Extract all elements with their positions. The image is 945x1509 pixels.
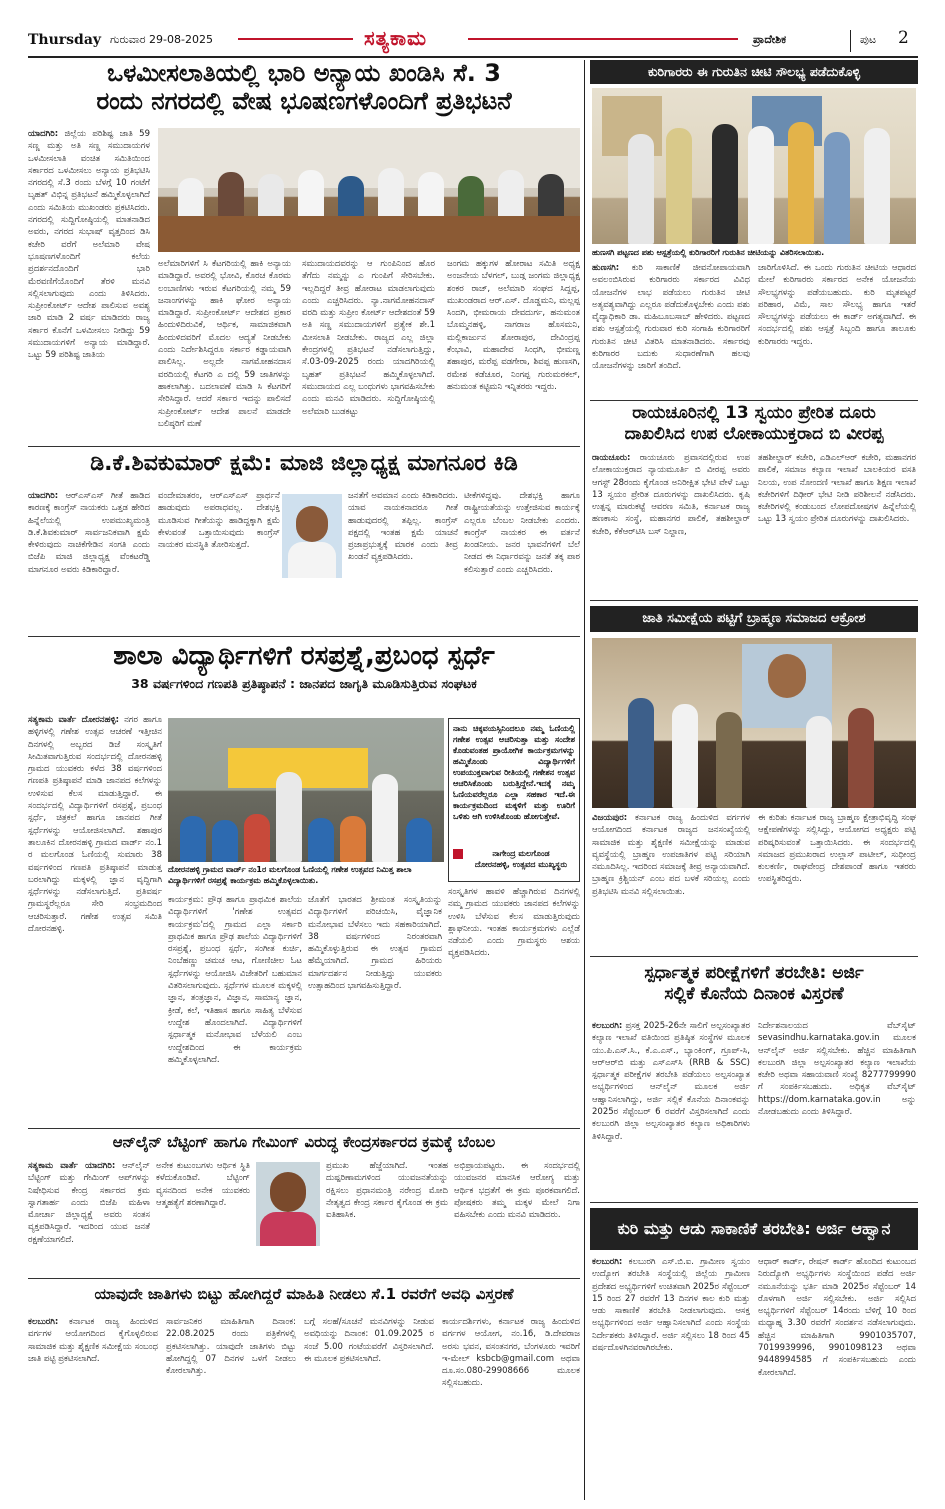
story-quiz xyxy=(28,642,580,690)
photo-portrait-face xyxy=(768,654,806,698)
divider xyxy=(590,1202,918,1203)
photo-person xyxy=(212,820,238,862)
masthead-rule-left xyxy=(238,38,353,40)
photo-person xyxy=(308,818,334,862)
story-betting xyxy=(28,1134,580,1151)
header-day: Thursday xyxy=(28,32,102,48)
photo-person xyxy=(712,124,738,244)
photo-person xyxy=(848,708,874,808)
story-dks-col2: ವಂದೇಮಾತರಂ, ಆರ್‌ಎಸ್‌ಎಸ್ ಪ್ರಾರ್ಥನೆ ಹಾಡುವುದು ಅಪರಾಧವಲ್ಲ. ದೇಶಭಕ್ತಿ ಮೂಡಿಸುವ ಗೀತೆಯನ್ನು ಹಾಡಿದ್ದಕ್ಕಾಗಿ ಕ್ಷಮೆ ಕೇಳುವಂತೆ ಒತ್ತಾಯಿಸುವುದು ಕಾಂಗ್ರೆಸ್ ನಾಯಕರ ಮನಸ್ಥಿತಿ ತೋರಿಸುತ್ತದೆ. xyxy=(158,491,280,551)
photo-person xyxy=(788,122,814,244)
story-protest-headline-2: ರಂದು ನಗರದಲ್ಲಿ ವೇಷ ಭೂಷಣಗಳೊಂದಿಗೆ ಪ್ರತಿಭಟನೆ xyxy=(96,87,512,116)
photo-person xyxy=(372,774,398,862)
story-idcard-col2: ಜಾರಿಗೊಳಿಸಿದೆ. ಈ ಒಂದು ಗುರುತಿನ ಚೀಟಿಯ ಆಧಾರದ ಮೇಲೆ ಕುರಿಗಾರರು ಸರ್ಕಾರದ ಅನೇಕ ಯೋಜನೆಯ ಸೌಲಭ್ಯಗಳನ್ನು ಪಡೆಯಬಹುದು. ಕುರಿ ಮೃತಪಟ್ಟರೆ ಪರಿಹಾರ, ವಿಮೆ, ಸಾಲ ಸೌಲಭ್ಯ ಹಾಗೂ ಇತರೆ ಸೌಲಭ್ಯಗಳನ್ನು ಪಡೆಯಲು ಈ ಕಾರ್ಡ್ ಅಗತ್ಯವಾಗಿದೆ. ಈ ಸಂದರ್ಭದಲ್ಲಿ ಪಶು ಆಸ್ಪತ್ರೆ ಸಿಬ್ಬಂದಿ ಹಾಗೂ ತಾಲೂಕು ಕುರಿಗಾರರು ಇದ್ದರು. xyxy=(758,263,916,347)
story-coaching-col1 xyxy=(592,1020,750,1196)
story-dks-text-1: ಆರ್‌ಎಸ್‌ಎಸ್ ಗೀತೆ ಹಾಡಿದ ಕಾರಣಕ್ಕೆ ಕಾಂಗ್ರೆಸ್ ನಾಯಕರು ಒತ್ತಡ ಹೇರಿದ ಹಿನ್ನೆಲೆಯಲ್ಲಿ ಉಪಮುಖ್ಯಮಂತ್ರಿ ಡಿ.ಕೆ.ಶಿವಕುಮಾರ್ ಸಾರ್ವಜನಿಕವಾಗಿ ಕ್ಷಮೆ ಕೇಳಿರುವುದು ನಾಚಿಕೆಗೇಡಿನ ಸಂಗತಿ ಎಂದು ಬಿಜೆಪಿ ಮಾಜಿ ಜಿಲ್ಲಾಧ್ಯಕ್ಷ ವೆಂಕಟರೆಡ್ಡಿ ಮಾಗನೂರ ಅವರು ಕಿಡಿಕಾರಿದ್ದಾರೆ. xyxy=(28,491,150,575)
story-lokayukta-col2: ತಹಶೀಲ್ದಾರ್ ಕಚೇರಿ, ಎಡಿಎಲ್‌ಆರ್ ಕಚೇರಿ, ಮಹಾನಗರ ಪಾಲಿಕೆ, ಸಮಾಜ ಕಲ್ಯಾಣ ಇಲಾಖೆ ಬಾಲಕಿಯರ ವಸತಿ ನಿಲಯ, ಉಪ ನೋಂದಣಿ ಇಲಾಖೆ ಹಾಗೂ ಶಿಕ್ಷಣ ಇಲಾಖೆ ಕಚೇರಿಗಳಿಗೆ ದಿಢೀರ್ ಭೇಟಿ ನೀಡಿ ಪರಿಶೀಲನೆ ನಡೆಸಿದರು. ಕಚೇರಿಗಳಲ್ಲಿ ಕಂಡುಬಂದ ಲೋಪದೋಷಗಳ ಹಿನ್ನೆಲೆಯಲ್ಲಿ ಒಟ್ಟು 13 ಸ್ವಯಂ ಪ್ರೇರಿತ ದೂರುಗಳನ್ನು ದಾಖಲಿಸಿದರು. xyxy=(758,453,916,525)
masthead: ಸತ್ಯಕಾಮ xyxy=(364,26,428,50)
story-protest-col1 xyxy=(28,128,150,442)
portrait-face xyxy=(296,506,328,542)
story-brahmin-banner xyxy=(590,606,918,632)
story-protest-col2: ಅಲೆಮಾರಿಗಳಿಗೆ ಸಿ ಕೆಟಗರಿಯಲ್ಲಿ ಹಾಕಿ ಅನ್ಯಾಯ ಮಾಡಿದ್ದಾರೆ. ಅವರಲ್ಲಿ ಭೋವಿ, ಕೊರಚ ಕೊರಮ ಲಂಬಾಣಿಗಳು ಇರುವ ಕೆಟಗರಿಯಲ್ಲಿ ನಮ್ಮ 59 ಜನಾಂಗಗಳನ್ನು ಹಾಕಿ ಘೋರ ಅನ್ಯಾಯ ಮಾಡಿದ್ದಾರೆ. ಸುಪ್ರೀಂಕೋರ್ಟ್ ಆದೇಶದ ಪ್ರಕಾರ ಹಿಂದುಳಿದಿರುವಿಕೆ, ಆರ್ಥಿಕ, ಸಾಮಾಜಿಕವಾಗಿ ಹಿಂದುಳಿದವರಿಗೆ ಮೊದಲ ಆದ್ಯತೆ ನೀಡಬೇಕು ಎಂದು ನಿರ್ದೇಶಿಸಿದ್ದರೂ ಸರ್ಕಾರ ಕಡ್ಡಾಯವಾಗಿ ಪಾಲಿಸಿಲ್ಲ. ಅಲ್ಲದೇ ನಾಗಮೋಹನದಾಸ ವರದಿಯಲ್ಲಿ ಕೆಟಗರಿ ಎ ದಲ್ಲಿ 59 ಜಾತಿಗಳನ್ನು ಹಾಕಲಾಗಿತ್ತು. ಬದಲಾವಣೆ ಮಾಡಿ ಸಿ ಕೆಟಗರಿಗೆ ಸೇರಿಸಿದ್ದಾರೆ. ಆದರೆ ಸರ್ಕಾರ ಇದನ್ನು ಪಾಲಿಸದೆ ಸುಪ್ರೀಂಕೋರ್ಟ್ ಆದೇಶ ಪಾಲನೆ ಮಾಡದೇ ಬಲಿಷ್ಠರಿಗೆ ಮಣೆ xyxy=(158,259,291,429)
story-protest-headline-1: ಒಳಮೀಸಲಾತಿಯಲ್ಲಿ ಭಾರಿ ಅನ್ಯಾಯ ಖಂಡಿಸಿ ಸೆ. 3 xyxy=(107,59,501,87)
story-dks-col3: ಜನತೆಗೆ ಅವಮಾನ ಎಂದು ಕಿಡಿಕಾರಿದರು. ಯಾವ ನಾಯಕನಾದರೂ ಗೀತೆ ಹಾಡುವುದರಲ್ಲಿ ತಪ್ಪಿಲ್ಲ. ಕಾಂಗ್ರೆಸ್ ಪಕ್ಷದಲ್ಲಿ ಇಂತಹ ಕ್ಷಮೆ ಯಾಚನೆ ಪ್ರಜಾಪ್ರಭುತ್ವಕ್ಕೆ ಮಾರಕ ಎಂದು ತೀವ್ರ ಖಂಡನೆ ವ್ಯಕ್ತಪಡಿಸಿದರು. xyxy=(348,491,458,563)
story-brahmin-col2: ಈ ಕುರಿತು ಕರ್ನಾಟಕ ರಾಜ್ಯ ಬ್ರಾಹ್ಮಣ ಕ್ಷೇತ್ರಾಭಿವೃದ್ಧಿ ಸಂಘ ಆಕ್ಷೇಪಣೆಗಳನ್ನು ಸಲ್ಲಿಸಿದ್ದು, ಆಯೋಗದ ಅಧ್ಯಕ್ಷರು ಪಟ್ಟಿ ಪರಿಷ್ಕರಿಸುವಂತೆ ಒತ್ತಾಯಿಸಿದರು. ಈ ಸಂದರ್ಭದಲ್ಲಿ ಸಮಾಜದ ಪ್ರಮುಖರಾದ ಉಲ್ಲಾಸ್ ಪಾಟೀಲ್, ಸುಧೀಂದ್ರ ಕುಲಕರ್ಣಿ, ರಾಘವೇಂದ್ರ ದೇಶಪಾಂಡೆ ಹಾಗೂ ಇತರರು ಉಪಸ್ಥಿತರಿದ್ದರು. xyxy=(758,813,916,885)
idcard-photo xyxy=(592,88,916,244)
quote-place: ದೋರನಹಳ್ಳಿ, ಉತ್ಸವದ ಮುಖ್ಯಸ್ಥರು xyxy=(474,860,568,869)
story-quiz-headline: ಶಾಲಾ ವಿದ್ಯಾರ್ಥಿಗಳಿಗೆ ರಸಪ್ರಶ್ನೆ,ಪ್ರಬಂಧ ಸ್ಪರ್ಧೆ xyxy=(113,641,495,671)
story-protest-col3: ಸಮುದಾಯದವರನ್ನು ಆ ಗುಂಪಿನಿಂದ ಹೊರ ತೆಗೆದು ನಮ್ಮನ್ನು ಎ ಗುಂಪಿಗೆ ಸೇರಿಸಬೇಕು. ಇಲ್ಲದಿದ್ದರೆ ತೀವ್ರ ಹೋರಾಟ ಮಾಡಲಾಗುವುದು ಎಂದು ಎಚ್ಚರಿಸಿದರು. ನ್ಯಾ.ನಾಗಮೋಹನದಾಸ್ ವರದಿ ಮತ್ತು ಸುಪ್ರೀಂ ಕೋರ್ಟ್ ಆದೇಶದಂತೆ 59 ಅತಿ ಸಣ್ಣ ಸಮುದಾಯಗಳಿಗೆ ಪ್ರತ್ಯೇಕ ಶೇ.1 ಮೀಸಲಾತಿ ನೀಡಬೇಕು. ರಾಜ್ಯದ ಎಲ್ಲ ಜಿಲ್ಲಾ ಕೇಂದ್ರಗಳಲ್ಲಿ ಪ್ರತಿಭಟನೆ ನಡೆಸಲಾಗುತ್ತಿದ್ದು, ಸೆ.03-09-2025 ರಂದು ಯಾದಗಿರಿಯಲ್ಲಿ ಬೃಹತ್ ಪ್ರತಿಭಟನೆ ಹಮ್ಮಿಕೊಳ್ಳಲಾಗಿದೆ. ಸಮುದಾಯದ ಎಲ್ಲ ಬಂಧುಗಳು ಭಾಗವಹಿಸಬೇಕು ಎಂದು ಮನವಿ ಮಾಡಿದರು. ಸುದ್ದಿಗೋಷ್ಠಿಯಲ್ಲಿ ಅಲೆಮಾರಿ ಬುಡಕಟ್ಟು xyxy=(302,259,435,417)
divider xyxy=(590,400,918,401)
story-caste-col2: ಸಾರ್ವಜನಿಕರ ಮಾಹಿತಿಗಾಗಿ ದಿನಾಂಕ: 22.08.2025 ರಂದು ಪತ್ರಿಕೆಗಳಲ್ಲಿ ಪ್ರಕಟಿಸಲಾಗಿತ್ತು. ಯಾವುದೇ ಜಾತಿಗಳು ಬಿಟ್ಟು ಹೋಗಿದ್ದಲ್ಲಿ 07 ದಿನಗಳ ಒಳಗೆ ನೀಡಲು ಕೋರಲಾಗಿತ್ತು. xyxy=(166,1317,296,1377)
story-protest-dateline: ಯಾದಗಿರಿ: xyxy=(28,129,59,139)
story-caste-text-1: ಕರ್ನಾಟಕ ರಾಜ್ಯ ಹಿಂದುಳಿದ ವರ್ಗಗಳ ಆಯೋಗದಿಂದ ಕೈಗೊಳ್ಳಲಿರುವ ಸಾಮಾಜಿಕ ಮತ್ತು ಶೈಕ್ಷಣಿಕ ಸಮೀಕ್ಷೆಯ ಸಂಬಂಧ ಜಾತಿ ಪಟ್ಟಿ ಪ್ರಕಟಿಸಲಾಗಿದೆ. xyxy=(28,1317,158,1364)
quiz-event-photo xyxy=(168,718,444,862)
story-quiz-col4: ಸಂಸ್ಕೃತಿಗಳ ಹಾವಳಿ ಹೆಚ್ಚಾಗಿರುವ ದಿನಗಳಲ್ಲಿ ನಮ್ಮ ಗ್ರಾಮದ ಯುವಕರು ಜಾನಪದ ಕಲೆಗಳನ್ನು ಉಳಿಸಿ ಬೆಳೆಸುವ ಕೆಲಸ ಮಾಡುತ್ತಿರುವುದು ಶ್ಲಾಘನೀಯ. ಇಂತಹ ಕಾರ್ಯಕ್ರಮಗಳು ಎಲ್ಲೆಡೆ ನಡೆಯಲಿ ಎಂದು ಗ್ರಾಮಸ್ಥರು ಆಶಯ ವ್ಯಕ್ತಪಡಿಸಿದರು. xyxy=(448,887,580,959)
quiz-caption: ದೋರನಹಳ್ಳಿ ಗ್ರಾಮದ ವಾರ್ಡ್ ನಂ1ರ ಮಲಗೊಂಡ ಓಣಿಯಲ್ಲಿ ಗಣೇಶ ಉತ್ಸವದ ನಿಮಿತ್ತ ಶಾಲಾ ವಿದ್ಯಾರ್ಥಿಗಳಿಗೆ ರಸಪ್ರಶ್ನೆ ಕಾರ್ಯಕ್ರಮ ಹಮ್ಮಿಕೊಳ್ಳಲಾಯಿತು. xyxy=(168,865,412,885)
column-divider xyxy=(584,60,585,1500)
header-date: ಗುರುವಾರ 29-08-2025 xyxy=(110,33,213,46)
photo-person xyxy=(672,704,698,808)
story-coaching-dateline: ಕಲಬುರಗಿ: xyxy=(592,1021,623,1031)
divider xyxy=(28,636,580,637)
portrait-face xyxy=(270,1172,306,1212)
quote-author: ನಾಗೇಂದ್ರ ಮಲಗೊಂಡ xyxy=(492,849,550,858)
magnoor-portrait xyxy=(282,494,342,578)
story-dks-dateline: ಯಾದಗಿರಿ: xyxy=(28,491,59,501)
story-caste-col3: ಬಗ್ಗೆ ಸಲಹೆ/ಸೂಚನೆ ಮನವಿಗಳನ್ನು ನೀಡುವ ಅವಧಿಯನ್ನು ದಿನಾಂಕ: 01.09.2025 ರ ಸಂಜೆ 5.00 ಗಂಟೆಯವರೆಗೆ ವಿಸ್ತರಿಸಲಾಗಿದೆ. ಈ ಮೂಲಕ ಪ್ರಕಟಿಸಲಾಗಿದೆ. xyxy=(304,1317,434,1364)
story-idcard-text-1: ಕುರಿ ಸಾಕಾಣಿಕೆ ಜೀವನೋಪಾಯವಾಗಿ ಅವಲಂಬಿಸಿರುವ ಕುರಿಗಾರರು ಸರ್ಕಾರದ ವಿವಿಧ ಯೋಜನೆಗಳ ಲಾಭ ಪಡೆಯಲು ಗುರುತಿನ ಚೀಟಿ ಅತ್ಯವಶ್ಯವಾಗಿದ್ದು ಎಲ್ಲರೂ ಪಡೆದುಕೊಳ್ಳಬೇಕು ಎಂದು ಪಶು ವೈದ್ಯಾಧಿಕಾರಿ ಡಾ. ಮಹಿಬೂಬಸಾಬ್ ಹೇಳಿದರು. ಪಟ್ಟಣದ ಪಶು ಆಸ್ಪತ್ರೆಯಲ್ಲಿ ಗುರುವಾರ ಕುರಿ ಸಂಗಾಹಿ ಕುರಿಗಾರರಿಗೆ ಗುರುತಿನ ಚೀಟಿ ವಿತರಿಸಿ ಮಾತನಾಡಿದರು. ಸರ್ಕಾರವು ಕುರಿಗಾರರ ಬದುಕು ಸುಧಾರಣೆಗಾಗಿ ಹಲವು ಯೋಜನೆಗಳನ್ನು ಜಾರಿಗೆ ತಂದಿದೆ. xyxy=(592,263,750,372)
quote-marker-icon xyxy=(453,849,463,859)
story-brahmin-dateline: ವಿಜಯಪುರ: xyxy=(592,813,628,823)
story-coaching-col2: ನಿರ್ದೇಶನಾಲಯದ ವೆಬ್‌ಸೈಟ್ sevasindhu.karnataka.gov.in ಮೂಲಕ ಆನ್‌ಲೈನ್ ಅರ್ಜಿ ಸಲ್ಲಿಸಬೇಕು. ಹೆಚ್ಚಿನ ಮಾಹಿತಿಗಾಗಿ ಕಲಬುರಗಿ ಜಿಲ್ಲಾ ಅಲ್ಪಸಂಖ್ಯಾತರ ಕಲ್ಯಾಣ ಇಲಾಖೆಯ ಕಚೇರಿ ಅಥವಾ ಸಹಾಯವಾಣಿ ಸಂಖ್ಯೆ 8277799990 ಗೆ ಸಂಪರ್ಕಿಸಬಹುದು. ಅಧಿಕೃತ ವೆಬ್‌ಸೈಟ್ https://dom.karnataka.gov.in ಅನ್ನು ನೋಡಬಹುದು ಎಂದು ತಿಳಿಸಿದ್ದಾರೆ. xyxy=(758,1021,916,1118)
story-dks-col1 xyxy=(28,490,150,630)
story-coaching-headline-2: ಸಲ್ಲಿಕೆ ಕೊನೆಯ ದಿನಾಂಕ ವಿಸ್ತರಣೆ xyxy=(664,983,844,1004)
story-lokayukta-dateline: ರಾಯಚೂರು: xyxy=(592,453,631,463)
story-lokayukta-text-1: ರಾಯಚೂರು ಪ್ರವಾಸದಲ್ಲಿರುವ ಉಪ ಲೋಕಾಯುಕ್ತರಾದ ನ್ಯಾಯಮೂರ್ತಿ ಬಿ ವೀರಪ್ಪ ಅವರು ಆಗಸ್ಟ್ 28ರಂದು ಕೈಗೊಂಡ ಅನಿರೀಕ್ಷಿತ ಭೇಟಿ ವೇಳೆ ಒಟ್ಟು 13 ಸ್ವಯಂ ಪ್ರೇರಿತ ದೂರುಗಳನ್ನು ದಾಖಲಿಸಿದರು. ಕೃಷಿ ಉತ್ಪನ್ನ ಮಾರುಕಟ್ಟೆ ಆವರಣ ಸಮಿತಿ, ಕರ್ನಾಟಕ ರಾಜ್ಯ ಹಣಕಾಸು ಸಂಸ್ಥೆ, ಮಹಾನಗರ ಪಾಲಿಕೆ, ತಹಶೀಲ್ದಾರ್ ಕಚೇರಿ, ಕೆಕೆಆರ್‌ಟಿಸಿ ಬಸ್ ನಿಲ್ದಾಣ, xyxy=(592,453,750,537)
story-quiz-dateline: ಸತ್ಯಕಾಮ ವಾರ್ತೆ ದೋರನಹಳ್ಳಿ: xyxy=(28,715,119,725)
divider xyxy=(590,600,918,601)
story-caste xyxy=(28,1286,580,1303)
photo-person xyxy=(276,772,302,862)
page-number: 2 xyxy=(898,28,909,48)
story-idcard-dateline: ಹುಣಸಗಿ: xyxy=(592,263,620,273)
divider xyxy=(590,956,918,957)
brahmin-memo-photo xyxy=(592,638,916,808)
story-sheep-banner xyxy=(590,1208,918,1250)
divider xyxy=(28,1278,580,1279)
story-idcard-col1 xyxy=(592,262,750,396)
story-coaching-text-1: ಪ್ರಸಕ್ತ 2025-26ನೇ ಸಾಲಿಗೆ ಅಲ್ಪಸಂಖ್ಯಾತರ ಕಲ್ಯಾಣ ಇಲಾಖೆ ವತಿಯಿಂದ ಪ್ರತಿಷ್ಠಿತ ಸಂಸ್ಥೆಗಳ ಮೂಲಕ ಯು.ಪಿ.ಎಸ್.ಸಿ., ಕೆ.ಎ.ಎಸ್., ಬ್ಯಾಂಕಿಂಗ್, ಗ್ರೂಪ್-ಸಿ, ಆರ್‌ಆರ್‌ಬಿ ಮತ್ತು ಎಸ್‌ಎಸ್‌ಸಿ (RRB & SSC) ಸ್ಪರ್ಧಾತ್ಮಕ ಪರೀಕ್ಷೆಗಳ ತರಬೇತಿ ಪಡೆಯಲು ಅಲ್ಪಸಂಖ್ಯಾತ ಅಭ್ಯರ್ಥಿಗಳಿಂದ ಆನ್‌ಲೈನ್ ಮೂಲಕ ಅರ್ಜಿ ಆಹ್ವಾನಿಸಲಾಗಿದ್ದು, ಅರ್ಜಿ ಸಲ್ಲಿಕೆ ಕೊನೆಯ ದಿನಾಂಕವನ್ನು 2025ರ ಸೆಪ್ಟೆಂಬರ್ 6 ರವರೆಗೆ ವಿಸ್ತರಿಸಲಾಗಿದೆ ಎಂದು ಕಲಬುರಗಿ ಜಿಲ್ಲಾ ಅಲ್ಪಸಂಖ್ಯಾತರ ಕಲ್ಯಾಣ ಅಧಿಕಾರಿಗಳು ತಿಳಿಸಿದ್ದಾರೆ. xyxy=(592,1021,750,1142)
story-quiz-col2: ಕಾರ್ಯಕ್ರಮ: ಪ್ರೌಢ ಹಾಗೂ ಪ್ರಾಥಮಿಕ ಶಾಲೆಯ ವಿದ್ಯಾರ್ಥಿಗಳಿಗೆ 'ಗಣೇಶ ಉತ್ಸವದ ಕಾರ್ಯಕ್ರಮ'ದಲ್ಲಿ ಗ್ರಾಮದ ಎಲ್ಲಾ ಸರ್ಕಾರಿ ಪ್ರಾಥಮಿಕ ಹಾಗೂ ಪ್ರೌಢ ಶಾಲೆಯ ವಿದ್ಯಾರ್ಥಿಗಳಿಗೆ ರಸಪ್ರಶ್ನೆ, ಪ್ರಬಂಧ ಸ್ಪರ್ಧೆ, ಸಂಗೀತ ಕುರ್ಚಿ, ನಿಂಬೆಹಣ್ಣು ಚಮಚ ಆಟ, ಗೋಣಿಚೀಲ ಓಟ ಸ್ಪರ್ಧೆಗಳನ್ನು ಆಯೋಜಿಸಿ ವಿಜೇತರಿಗೆ ಬಹುಮಾನ ವಿತರಿಸಲಾಗುವುದು. ಸ್ಪರ್ಧೆಗಳ ಮೂಲಕ ಮಕ್ಕಳಲ್ಲಿ ಜ್ಞಾನ, ತಂತ್ರಜ್ಞಾನ, ವಿಜ್ಞಾನ, ಸಾಮಾನ್ಯ ಜ್ಞಾನ, ಕ್ರೀಡೆ, ಕಲೆ, ಇತಿಹಾಸ ಹಾಗೂ ಸಾಹಿತ್ಯ ಬೆಳೆಸುವ ಉದ್ದೇಶ ಹೊಂದಲಾಗಿದೆ. ವಿದ್ಯಾರ್ಥಿಗಳಿಗೆ ಸ್ಪರ್ಧಾತ್ಮಕ ಮನೋಭಾವ ಬೆಳೆಯಲಿ ಎಂಬ ಉದ್ದೇಶದಿಂದ ಈ ಕಾರ್ಯಕ್ರಮ ಹಮ್ಮಿಕೊಳ್ಳಲಾಗಿದೆ. xyxy=(168,895,302,1065)
story-sheep-text-1: ಕಲಬುರಗಿ ಎಸ್.ಬಿ.ಐ. ಗ್ರಾಮೀಣ ಸ್ವಯಂ ಉದ್ಯೋಗ ತರಬೇತಿ ಸಂಸ್ಥೆಯಲ್ಲಿ ಜಿಲ್ಲೆಯ ಗ್ರಾಮೀಣ ಪ್ರದೇಶದ ಅಭ್ಯರ್ಥಿಗಳಿಗೆ ಉಚಿತವಾಗಿ 2025ರ ಸೆಪ್ಟೆಂಬರ್ 15 ರಿಂದ 27 ರವರೆಗೆ 13 ದಿನಗಳ ಕಾಲ ಕುರಿ ಮತ್ತು ಆಡು ಸಾಕಾಣಿಕೆ ತರಬೇತಿ ನೀಡಲಾಗುವುದು. ಆಸಕ್ತ ಅಭ್ಯರ್ಥಿಗಳಿಂದ ಅರ್ಜಿ ಆಹ್ವಾನಿಸಲಾಗಿದೆ ಎಂದು ಸಂಸ್ಥೆಯ ನಿರ್ದೇಶಕರು ತಿಳಿಸಿದ್ದಾರೆ. ಅರ್ಜಿ ಸಲ್ಲಿಸಲು 18 ರಿಂದ 45 ವರ್ಷದೊಳಗಿನವರಾಗಿರಬೇಕು. xyxy=(592,1257,750,1354)
photo-person xyxy=(406,818,432,862)
idcard-caption: ಹುಣಸಗಿ ಪಟ್ಟಣದ ಪಶು ಆಸ್ಪತ್ರೆಯಲ್ಲಿ ಕುರಿಗಾರರಿಗೆ ಗುರುತಿನ ಚೀಟಿಯನ್ನು ವಿತರಿಸಲಾಯಿತು. xyxy=(592,248,825,257)
divider xyxy=(28,446,580,447)
story-idcard-headline: ಕುರಿಗಾರರು ಈ ಗುರುತಿನ ಚೀಟಿ ಸೌಲಭ್ಯ ಪಡೆದುಕೊಳ್ಳಿ xyxy=(647,64,861,79)
page-label: ಪುಟ xyxy=(860,33,877,46)
story-sheep-col2: ಆಧಾರ್ ಕಾರ್ಡ್, ರೇಷನ್ ಕಾರ್ಡ್ ಹೊಂದಿದ ಕುಟುಂಬದ ನಿರುದ್ಯೋಗಿ ಅಭ್ಯರ್ಥಿಗಳು ಸಂಸ್ಥೆಯಿಂದ ಪಡೆದ ಅರ್ಜಿ ನಮೂನೆಯನ್ನು ಭರ್ತಿ ಮಾಡಿ 2025ರ ಸೆಪ್ಟೆಂಬರ್ 14 ರೊಳಗಾಗಿ ಅರ್ಜಿ ಸಲ್ಲಿಸಬೇಕು. ಅರ್ಜಿ ಸಲ್ಲಿಸಿದ ಅಭ್ಯರ್ಥಿಗಳಿಗೆ ಸೆಪ್ಟೆಂಬರ್ 14ರಂದು ಬೆಳಿಗ್ಗೆ 10 ರಿಂದ ಮಧ್ಯಾಹ್ನ 3.30 ರವರೆಗೆ ಸಂದರ್ಶನ ನಡೆಸಲಾಗುವುದು. ಹೆಚ್ಚಿನ ಮಾಹಿತಿಗಾಗಿ 9901035707, 7019939996, 9901098123 ಅಥವಾ 9448994585 ಗೆ ಸಂಪರ್ಕಿಸಬಹುದು ಎಂದು ಕೋರಲಾಗಿದೆ. xyxy=(758,1257,916,1378)
protest-press-photo xyxy=(158,128,580,252)
photo-person xyxy=(244,814,270,862)
story-caste-headline: ಯಾವುದೇ ಜಾತಿಗಳು ಬಿಟ್ಟು ಹೋಗಿದ್ದರೆ ಮಾಹಿತಿ ನೀಡಲು ಸೆ.1 ರವರೆಗೆ ಅವಧಿ ವಿಸ್ತರಣೆ xyxy=(94,1285,514,1303)
quote-text: ನಾನು ಚಿಕ್ಕವಯಸ್ಸಿನಿಂದಲೂ ನಮ್ಮ ಓಣಿಯಲ್ಲಿ ಗಣೇಶ ಉತ್ಸವ ಆಚರಿಸುತ್ತಾ ಮತ್ತು ಸಂದೇಶ ಕೊಡುವಂತಹ ಪ್ರಾಯೋಗಿಕ ಕಾರ್ಯಕ್ರಮಗಳನ್ನು ಹಮ್ಮಿಕೊಂಡು ವಿದ್ಯಾರ್ಥಿಗಳಿಗೆ ಉಪಯುಕ್ತವಾಗುವ ರೀತಿಯಲ್ಲಿ ಗಣೇಶನ ಉತ್ಸವ ಆಚರಿಸಿಕೊಂಡು ಬರುತ್ತಿದ್ದೇನೆ.ಇದಕ್ಕೆ ನಮ್ಮ ಓಣಿಯವರೆಲ್ಲರೂ ಎಲ್ಲಾ ಸಹಕಾರ ಇದೆ.ಈ ಕಾರ್ಯಕ್ರಮದಿಂದ ಮಕ್ಕಳಿಗೆ ಮತ್ತು ಊರಿಗೆ ಒಳಿತು ಆಗಿ ಉಳಿಸಿಕೊಂಡು ಹೋಗುತ್ತೇವೆ. xyxy=(453,724,575,821)
story-caste-dateline: ಕಲಬುರಗಿ: xyxy=(28,1317,59,1327)
section-name: ಪ್ರಾದೇಶಿಕ xyxy=(753,33,787,46)
story-betting-col1 xyxy=(28,1160,150,1270)
photo-person xyxy=(864,128,890,244)
story-brahmin-text-1: ಕರ್ನಾಟಕ ರಾಜ್ಯ ಹಿಂದುಳಿದ ವರ್ಗಗಳ ಆಯೋಗದಿಂದ ಕರ್ನಾಟಕ ರಾಜ್ಯದ ಜನಸಂಖ್ಯೆಯಲ್ಲಿ ಸಾಮಾಜಿಕ ಮತ್ತು ಶೈಕ್ಷಣಿಕ ಸಮೀಕ್ಷೆಯನ್ನು ಮಾಡುವ ವ್ಯವಸ್ಥೆಯಲ್ಲಿ ಬ್ರಾಹ್ಮಣ ಉಪಜಾತಿಗಳ ಪಟ್ಟಿ ಸರಿಯಾಗಿ ನಮೂದಿಸಿಲ್ಲ. ಇದರಿಂದ ಸಮಾಜಕ್ಕೆ ತೀವ್ರ ಅನ್ಯಾಯವಾಗಿದೆ. ಬ್ರಾಹ್ಮಣ ಕ್ರಿಶ್ಚಿಯನ್ ಎಂಬ ಪದ ಬಳಕೆ ಸರಿಯಲ್ಲ ಎಂದು ಪ್ರತಿಭಟಿಸಿ ಮನವಿ ಸಲ್ಲಿಸಲಾಯಿತು. xyxy=(592,813,750,897)
story-dks-col4: ಟೀಕೆಗಳಿದ್ದವು. ದೇಶಭಕ್ತಿ ಹಾಗೂ ರಾಷ್ಟ್ರೀಯತೆಯನ್ನು ಉತ್ತೇಜಿಸುವ ಕಾರ್ಯಕ್ಕೆ ಎಲ್ಲರೂ ಬೆಂಬಲ ನೀಡಬೇಕು ಎಂದರು. ಕಾಂಗ್ರೆಸ್ ನಾಯಕರ ಈ ವರ್ತನೆ ಖಂಡನೀಯ. ಜನರ ಭಾವನೆಗಳಿಗೆ ಬೆಲೆ ನೀಡದ ಈ ನಿರ್ಧಾರವನ್ನು ಜನತೆ ತಕ್ಕ ಪಾಠ ಕಲಿಸುತ್ತಾರೆ ಎಂದು ಎಚ್ಚರಿಸಿದರು. xyxy=(464,491,580,575)
story-betting-col2: ಅನೇಕ ಕುಟುಂಬಗಳು ಆರ್ಥಿಕ ಸ್ಥಿತಿ ಕಳೆದುಕೊಂಡಿವೆ. ಬೆಟ್ಟಿಂಗ್ ವ್ಯಸನದಿಂದ ಅನೇಕ ಯುವಕರು ಆತ್ಮಹತ್ಯೆಗೆ ಶರಣಾಗಿದ್ದಾರೆ. xyxy=(156,1161,250,1208)
photo-person xyxy=(666,128,692,244)
story-protest-text-1: ಜಿಲ್ಲೆಯ ಪರಿಶಿಷ್ಟ ಜಾತಿ 59 ಸಣ್ಣ ಮತ್ತು ಅತಿ ಸಣ್ಣ ಸಮುದಾಯಗಳ ಒಳಮೀಸಲಾತಿ ವಂಚಿತ ಸಮಿತಿಯಿಂದ ಸರ್ಕಾರದ ಒಳಮೀಸಲು ಅನ್ಯಾಯ ಪ್ರತಿಭಟಿಸಿ ನಗರದಲ್ಲಿ ಸೆ.3 ರಂದು ಬೆಳಗ್ಗೆ 10 ಗಂಟೆಗೆ ಬೃಹತ್ ವಿಭಿನ್ನ ಪ್ರತಿಭಟನೆ ಹಮ್ಮಿಕೊಳ್ಳಲಾಗಿದೆ ಎಂದು ಸಮಿತಿಯ ಮುಖಂಡರು ಪ್ರಕಟಿಸಿದರು. ನಗರದಲ್ಲಿ ಸುದ್ದಿಗೋಷ್ಠಿಯಲ್ಲಿ ಮಾತನಾಡಿದ ಅವರು, ನಗರದ ಸುಭಾಷ್ ವೃತ್ತದಿಂದ ಡಿಸಿ ಕಚೇರಿ ವರೆಗೆ ಅಲೆಮಾರಿ ವೇಷ ಭೂಷಣಗಳೊಂದಿಗೆ ಕಲೆಯ ಪ್ರದರ್ಶನದೊಂದಿಗೆ ಭಾರಿ ಮೆರವಣಿಗೆಯೊಂದಿಗೆ ತೆರಳಿ ಮನವಿ ಸಲ್ಲಿಸಲಾಗುವುದು ಎಂದು ತಿಳಿಸಿದರು. ಸುಪ್ರೀಂಕೋರ್ಟ್ ಆದೇಶ ಪಾಲಿಸುವ ಅವಶ್ಯ ಜಾರಿ ಮಾಡಿ 2 ವರ್ಷ ಮಾಡಿದರು ರಾಜ್ಯ ಸರ್ಕಾರ ಕೊನೆಗೆ ಒಳಮೀಸಲು ನೀಡಿದ್ದು 59 ಸಮುದಾಯಗಳಿಗೆ ಅನ್ಯಾಯ ಮಾಡಿದ್ದಾರೆ. ಒಟ್ಟು 59 ಪರಿಶಿಷ್ಟ ಜಾತಿಯ xyxy=(28,129,150,361)
photo-person xyxy=(340,816,366,862)
story-caste-col4: ಕಾರ್ಯದರ್ಶಿಗಳು, ಕರ್ನಾಟಕ ರಾಜ್ಯ ಹಿಂದುಳಿದ ವರ್ಗಗಳ ಆಯೋಗ, ನಂ.16, ಡಿ.ದೇವರಾಜ ಅರಸು ಭವನ, ವಸಂತನಗರ, ಬೆಂಗಳೂರು ಇವರಿಗೆ ಇ-ಮೇಲ್ ksbcb@gmail.com ಅಥವಾ ದೂ.ಸಂ.080-29908666 ಮೂಲಕ ಸಲ್ಲಿಸಬಹುದು. xyxy=(442,1317,580,1389)
portrait-saree xyxy=(260,1212,316,1246)
story-quiz-subhead: 38 ವರ್ಷಗಳಿಂದ ಗಣಪತಿ ಪ್ರತಿಷ್ಠಾಪನೆ : ಜಾನಪದ ಜಾಗೃತಿ ಮೂಡಿಸುತ್ತಿರುವ ಸಂಘಟಕ xyxy=(131,675,477,691)
photo-person xyxy=(180,816,206,862)
story-coaching-headline-1: ಸ್ಪರ್ಧಾತ್ಮಕ ಪರೀಕ್ಷೆಗಳಿಗೆ ತರಬೇತಿ: ಅರ್ಜಿ xyxy=(644,963,864,983)
story-lokayukta xyxy=(590,404,918,443)
story-betting-text-1: ಆನ್‌ಲೈನ್ ಬೆಟ್ಟಿಂಗ್ ಮತ್ತು ಗೇಮಿಂಗ್ ಆಪ್‌ಗಳನ್ನು ನಿಷೇಧಿಸುವ ಕೇಂದ್ರ ಸರ್ಕಾರದ ಕ್ರಮ ಸ್ವಾಗತಾರ್ಹ ಎಂದು ಬಿಜೆಪಿ ಮಹಿಳಾ ಮೋರ್ಚಾ ಜಿಲ್ಲಾಧ್ಯಕ್ಷೆ ಅವರು ಸಂತಸ ವ್ಯಕ್ತಪಡಿಸಿದ್ದಾರೆ. ಇದರಿಂದ ಯುವ ಜನತೆ ರಕ್ಷಣೆಯಾಗಲಿದೆ. xyxy=(28,1161,150,1245)
photo-person xyxy=(824,132,850,244)
photo-table xyxy=(158,216,580,252)
story-quiz-col1 xyxy=(28,714,162,1124)
page-header xyxy=(28,28,918,58)
story-betting-col3: ಪ್ರಮುಖ ಹೆಜ್ಜೆಯಾಗಿದೆ. ಇಂತಹ ದುಷ್ಪರಿಣಾಮಗಳಿಂದ ಯುವಜನತೆಯನ್ನು ರಕ್ಷಿಸಲು ಪ್ರಧಾನಮಂತ್ರಿ ನರೇಂದ್ರ ಮೋದಿ ನೇತೃತ್ವದ ಕೇಂದ್ರ ಸರ್ಕಾರ ಕೈಗೊಂಡ ಈ ಕ್ರಮ ಐತಿಹಾಸಿಕ. xyxy=(326,1161,448,1221)
story-sheep-col1 xyxy=(592,1256,750,1500)
story-coaching xyxy=(590,964,918,1003)
photo-person xyxy=(628,698,654,808)
story-betting-headline: ಆನ್‌ಲೈನ್ ಬೆಟ್ಟಿಂಗ್ ಹಾಗೂ ಗೇಮಿಂಗ್ ವಿರುದ್ಧ ಕೇಂದ್ರಸರ್ಕಾರದ ಕ್ರಮಕ್ಕೆ ಬೆಂಬಲ xyxy=(112,1133,496,1151)
story-lokayukta-headline-2: ದಾಖಲಿಸಿದ ಉಪ ಲೋಕಾಯುಕ್ತರಾದ ಬಿ ವೀರಪ್ಪ xyxy=(624,423,884,444)
leader-portrait xyxy=(256,1162,320,1246)
story-quiz-text-1: ನಗರ ಹಾಗೂ ಹಳ್ಳಿಗಳಲ್ಲಿ ಗಣೇಶ ಉತ್ಸವ ಆಚರಣೆ ಇತ್ತೀಚಿನ ದಿನಗಳಲ್ಲಿ ಅಬ್ಬರದ ಡಿಜೆ ಸಂಸ್ಕೃತಿಗೆ ಸೀಮಿತವಾಗುತ್ತಿರುವ ಸಂದರ್ಭದಲ್ಲಿ ದೋರನಹಳ್ಳಿ ಗ್ರಾಮದ ಯುವಕರು ಕಳೆದ 38 ವರ್ಷಗಳಿಂದ ಗಣಪತಿ ಪ್ರತಿಷ್ಠಾಪನೆ ಮಾಡಿ ಜಾನಪದ ಕಲೆಗಳನ್ನು ಉಳಿಸುವ ಕೆಲಸ ಮಾಡುತ್ತಿದ್ದಾರೆ. ಈ ಸಂದರ್ಭದಲ್ಲಿ ವಿದ್ಯಾರ್ಥಿಗಳಿಗೆ ರಸಪ್ರಶ್ನೆ, ಪ್ರಬಂಧ ಸ್ಪರ್ಧೆ, ಚಿತ್ರಕಲೆ ಹಾಗೂ ಜಾನಪದ ಗೀತೆ ಸ್ಪರ್ಧೆಗಳನ್ನು ಆಯೋಜಿಸಲಾಗಿದೆ. ಶಹಾಪುರ ತಾಲೂಕಿನ ದೋರನಹಳ್ಳಿ ಗ್ರಾಮದ ವಾರ್ಡ್ ನಂ.1 ರ ಮಲಗೊಂಡ ಓಣಿಯಲ್ಲಿ ಸುಮಾರು 38 ವರ್ಷಗಳಿಂದ ಗಣಪತಿ ಪ್ರತಿಷ್ಠಾಪನೆ ಮಾಡುತ್ತ ಬರಲಾಗಿದ್ದು ಮಕ್ಕಳಲ್ಲಿ ಜ್ಞಾನ ವೃದ್ಧಿಗಾಗಿ ಸ್ಪರ್ಧೆಗಳನ್ನು ನಡೆಸಲಾಗುತ್ತಿದೆ. ಪ್ರತಿವರ್ಷ ಗ್ರಾಮಸ್ಥರೆಲ್ಲರೂ ಸೇರಿ ಸಂಭ್ರಮದಿಂದ ಆಚರಿಸುತ್ತಾರೆ. ಗಣೇಶ ಉತ್ಸವ ಸಮಿತಿ ದೋರನಹಳ್ಳಿ. xyxy=(28,715,162,935)
story-quiz-col3: ಜೊತೆಗೆ ಭಾರತದ ಶ್ರೀಮಂತ ಸಂಸ್ಕೃತಿಯನ್ನು ವಿದ್ಯಾರ್ಥಿಗಳಿಗೆ ಪರಿಚಯಿಸಿ, ವೈಜ್ಞಾನಿಕ ಮನೋಭಾವ ಬೆಳೆಸಲು ಇದು ಸಹಕಾರಿಯಾಗಿದೆ. 38 ವರ್ಷಗಳಿಂದ ನಿರಂತರವಾಗಿ ಹಮ್ಮಿಕೊಳ್ಳುತ್ತಿರುವ ಈ ಉತ್ಸವ ಗ್ರಾಮದ ಹೆಮ್ಮೆಯಾಗಿದೆ. ಗ್ರಾಮದ ಹಿರಿಯರು ಮಾರ್ಗದರ್ಶನ ನೀಡುತ್ತಿದ್ದು ಯುವಕರು ಉತ್ಸಾಹದಿಂದ ಭಾಗವಹಿಸುತ್ತಿದ್ದಾರೆ. xyxy=(308,895,442,992)
story-betting-dateline: ಸತ್ಯಕಾಮ ವಾರ್ತೆ ಯಾದಗಿರಿ: xyxy=(28,1161,116,1171)
story-dks xyxy=(28,452,580,476)
story-caste-col1 xyxy=(28,1316,158,1500)
story-lokayukta-headline-1: ರಾಯಚೂರಿನಲ್ಲಿ 13 ಸ್ವಯಂ ಪ್ರೇರಿತ ದೂರು xyxy=(632,403,876,423)
photo-person xyxy=(748,126,774,244)
quote-box xyxy=(448,718,580,882)
story-brahmin-headline: ಜಾತಿ ಸಮೀಕ್ಷೆಯ ಪಟ್ಟಿಗೆ ಬ್ರಾಹ್ಮಣ ಸಮಾಜದ ಆಕ್ರೋಶ xyxy=(642,611,866,626)
masthead-rule-right xyxy=(468,38,738,40)
portrait-shirt xyxy=(288,542,336,578)
story-brahmin-col1 xyxy=(592,812,750,950)
story-betting-col4: ಅಭಿಪ್ರಾಯಪಟ್ಟರು. ಈ ಸಂದರ್ಭದಲ್ಲಿ ಯುವಜನರ ಮಾನಸಿಕ ಆರೋಗ್ಯ ಮತ್ತು ಆರ್ಥಿಕ ಭದ್ರತೆಗೆ ಈ ಕ್ರಮ ಪೂರಕವಾಗಲಿದೆ. ಪೋಷಕರು ತಮ್ಮ ಮಕ್ಕಳ ಮೇಲೆ ನಿಗಾ ವಹಿಸಬೇಕು ಎಂದು ಮನವಿ ಮಾಡಿದರು. xyxy=(454,1161,580,1221)
story-lokayukta-col1 xyxy=(592,452,750,596)
story-idcard-banner xyxy=(590,60,918,84)
story-sheep-headline: ಕುರಿ ಮತ್ತು ಆಡು ಸಾಕಾಣಿಕೆ ತರಬೇತಿ: ಅರ್ಜಿ ಆಹ್ವಾನ xyxy=(617,1219,891,1238)
divider xyxy=(28,1128,580,1129)
story-dks-headline: ಡಿ.ಕೆ.ಶಿವಕುಮಾರ್ ಕ್ಷಮೆ: ಮಾಜಿ ಜಿಲ್ಲಾಧ್ಯಕ್ಷ ಮಾಗನೂರ ಕಿಡಿ xyxy=(90,451,518,476)
photo-person xyxy=(628,134,654,244)
story-protest-col4: ಜಂಗಮ ಹಕ್ಕುಗಳ ಹೋರಾಟ ಸಮಿತಿ ಅಧ್ಯಕ್ಷ ಅಂಜನೇಯ ಬೆಳಗಲ್, ಬುಡ್ಗ ಜಂಗಮ ಜಿಲ್ಲಾಧ್ಯಕ್ಷ ಶಂಕರ ರಾಜ್, ಅಲೆಮಾರಿ ಸಂಘದ ಸಿದ್ದಪ್ಪ, ಮುಖಂಡರಾದ ಆರ್.ಎಸ್. ದೊಡ್ಡಮನಿ, ಮಲ್ಲಪ್ಪ ಸಿಂದಗಿ, ಭೀಮರಾಯ ದೇವದುರ್ಗ, ಹನುಮಂತ ಬೊಮ್ಮನಹಳ್ಳಿ, ನಾಗರಾಜ ಹೊಸಮನಿ, ಮಲ್ಲಿಕಾರ್ಜುನ ಶೋರಾಪುರ, ದೇವಿಂದ್ರಪ್ಪ ಕೆಂಭಾವಿ, ಮಹಾದೇವ ಸಿಂಧಗಿ, ಭೀಮಣ್ಣ ಶಹಾಪುರ, ಮರೆಪ್ಪ ವಡಗೇರಾ, ಶಿವಪ್ಪ ಹುಣಸಗಿ, ರಮೇಶ ಕಡೆಚೂರ, ನಿಂಗಪ್ಪ ಗುರುಮಠಕಲ್, ಹನುಮಂತ ಕಟ್ಟಿಮನಿ ಇನ್ನಿತರರು ಇದ್ದರು. xyxy=(447,259,580,392)
photo-person xyxy=(716,712,742,808)
story-sheep-dateline: ಕಲಬುರಗಿ: xyxy=(592,1257,623,1267)
photo-person xyxy=(806,716,832,808)
header-divider xyxy=(850,30,851,52)
story-protest xyxy=(28,60,580,115)
